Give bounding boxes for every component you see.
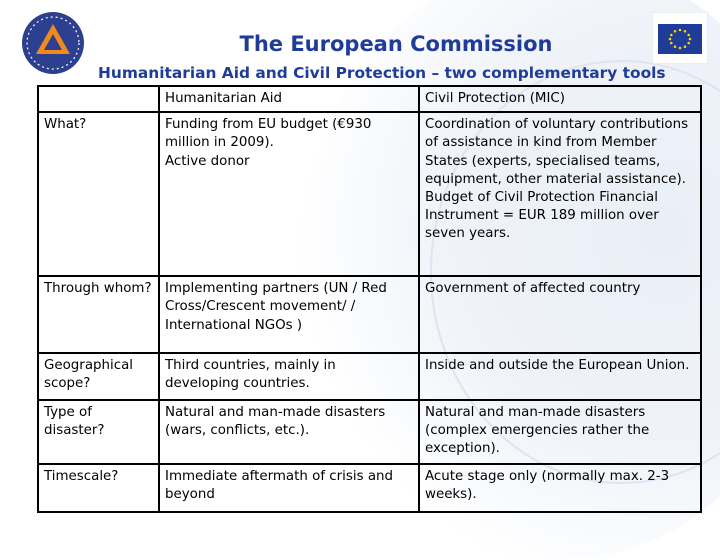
- table-row: [38, 353, 701, 399]
- civil-protection-cell: [419, 400, 701, 465]
- header-cell-empty: [38, 86, 159, 112]
- humanitarian-cell: [159, 400, 419, 465]
- page-title: The European Commission: [239, 32, 553, 56]
- humanitarian-cell: [159, 464, 419, 512]
- cell-text: Third countries, mainly in developing countries.: [165, 358, 336, 392]
- humanitarian-cell: [159, 353, 419, 399]
- civil-protection-cell: [419, 353, 701, 399]
- page-subtitle: Humanitarian Aid and Civil Protection – two complementary tools: [98, 64, 666, 82]
- civil-protection-cell: [419, 464, 701, 512]
- comparison-table: [37, 85, 702, 513]
- row-label: Geographical scope?: [38, 353, 159, 399]
- row-label: Type of disaster?: [38, 400, 159, 465]
- cell-text: Coordination of voluntary contributions of assistance in kind from Member States (experts, specialised teams, equipment, other material assistance).: [425, 117, 689, 187]
- row-label: Timescale?: [38, 464, 159, 512]
- humanitarian-cell: [159, 276, 419, 353]
- cell-text: Funding from EU budget (€930 million in 2009).: [165, 117, 372, 151]
- header-cell-humanitarian-aid: Humanitarian Aid: [159, 86, 419, 112]
- civil-protection-cell: [419, 276, 701, 353]
- table-row: [38, 112, 701, 276]
- cell-text: Natural and man-made disasters (complex emergencies rather the exception).: [425, 404, 650, 457]
- civil-protection-cell: [419, 112, 701, 276]
- cell-text: Active donor: [165, 153, 250, 169]
- table-row: [38, 464, 701, 512]
- table-row: [38, 276, 701, 353]
- row-label: What?: [38, 112, 159, 276]
- cell-text: Implementing partners (UN / Red Cross/Crescent movement/ / International NGOs ): [165, 281, 387, 333]
- cell-text: Immediate aftermath of crisis and beyond: [165, 469, 394, 503]
- cell-text: Natural and man-made disasters (wars, conflicts, etc.).: [165, 404, 386, 438]
- row-label: Through whom?: [38, 276, 159, 353]
- table-header-row: [38, 86, 701, 112]
- humanitarian-cell: [159, 112, 419, 276]
- cell-text: Inside and outside the European Union.: [425, 358, 690, 374]
- header-cell-civil-protection: Civil Protection (MIC): [419, 86, 701, 112]
- cell-text: Acute stage only (normally max. 2-3 weeks).: [425, 469, 670, 503]
- cell-text: Budget of Civil Protection Financial Instrument = EUR 189 million over seven years.: [425, 190, 659, 242]
- cell-text: Government of affected country: [425, 281, 641, 297]
- table-row: [38, 400, 701, 465]
